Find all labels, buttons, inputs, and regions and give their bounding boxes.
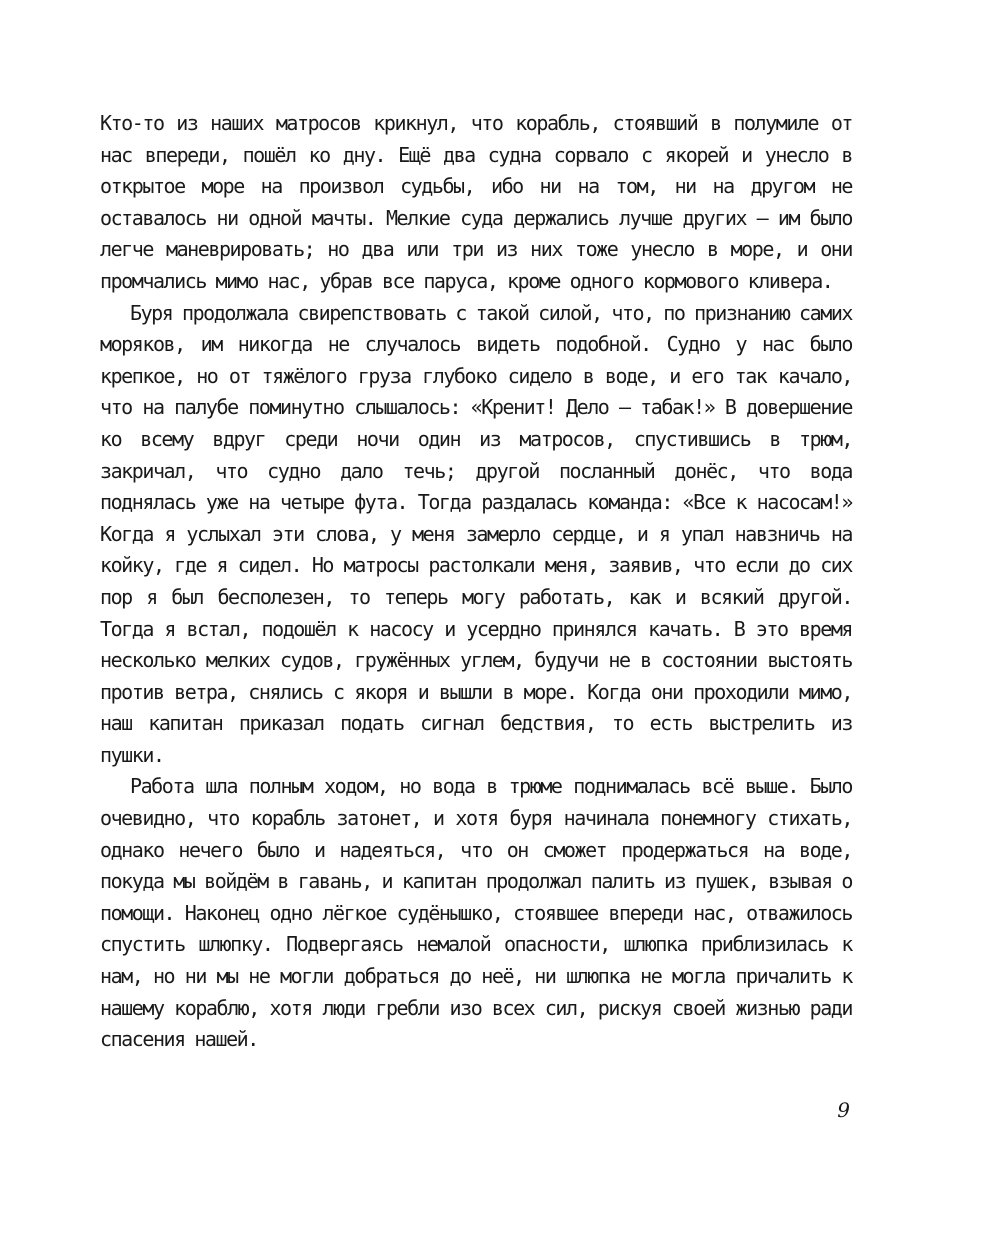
paragraph-1: Кто-то из наших матросов крикнул, что корабль, стоявший в полумиле от нас впереди, пошёл ко дну. Ещё два судна сорвало с якорей и унесло в открытое море на произвол судьбы, ибо ни на том, ни на другом не оставалось ни одной мачты. Мелкие суда держались лучше других — им было легче маневрировать; но два или три из них тоже унесло в море, и они промчались мимо нас, убрав все паруса, кроме одного кормового кливера. bbox=[100, 111, 852, 293]
paragraph-3: Работа шла полным ходом, но вода в трюме поднималась всё выше. Было очевидно, что корабль затонет, и хотя буря начинала понемногу стихать, однако нечего было и надеяться, что он сможет продержаться на воде, покуда мы войдём в гавань, и капитан продолжал палить из пушек, взывая о помощи. Наконец одно лёгкое судёнышко, стоявшее впереди нас, отважилось спустить шлюпку. Подвергаясь немалой опасности, шлюпка приблизилась к нам, но ни мы не могли добраться до неё, ни шлюпка не могла причалить к нашему кораблю, хотя люди гребли изо всех сил, рискуя своей жизнью ради спасения нашей. bbox=[100, 774, 852, 1052]
page-body bbox=[100, 108, 852, 1056]
page-number: 9 bbox=[837, 1098, 850, 1122]
paragraph-2: Буря продолжала свирепствовать с такой силой, что, по признанию самих моряков, им никогда не случалось видеть подобной. Судно у нас было крепкое, но от тяжёлого груза глубоко сидело в воде, и его так качало, что на палубе поминутно слышалось: «Кренит! Дело — табак!» В довершение ко всему вдруг среди ночи один из матросов, спустившись в трюм, закричал, что судно дало течь; другой посланный донёс, что вода поднялась уже на четыре фута. Тогда раздалась команда: «Все к насосам!» Когда я услыхал эти слова, у меня замерло сердце, и я упал навзничь на койку, где я сидел. Но матросы растолкали меня, заявив, что если до сих пор я был бесполезен, то теперь могу работать, как и всякий другой. Тогда я встал, подошёл к насосу и усердно принялся качать. В это время несколько мелких судов, гружённых углем, будучи не в состоянии выстоять против ветра, снялись с якоря и вышли в море. Когда они проходили мимо, наш капитан приказал подать сигнал бедствия, то есть выстрелить из пушки. bbox=[100, 300, 852, 767]
